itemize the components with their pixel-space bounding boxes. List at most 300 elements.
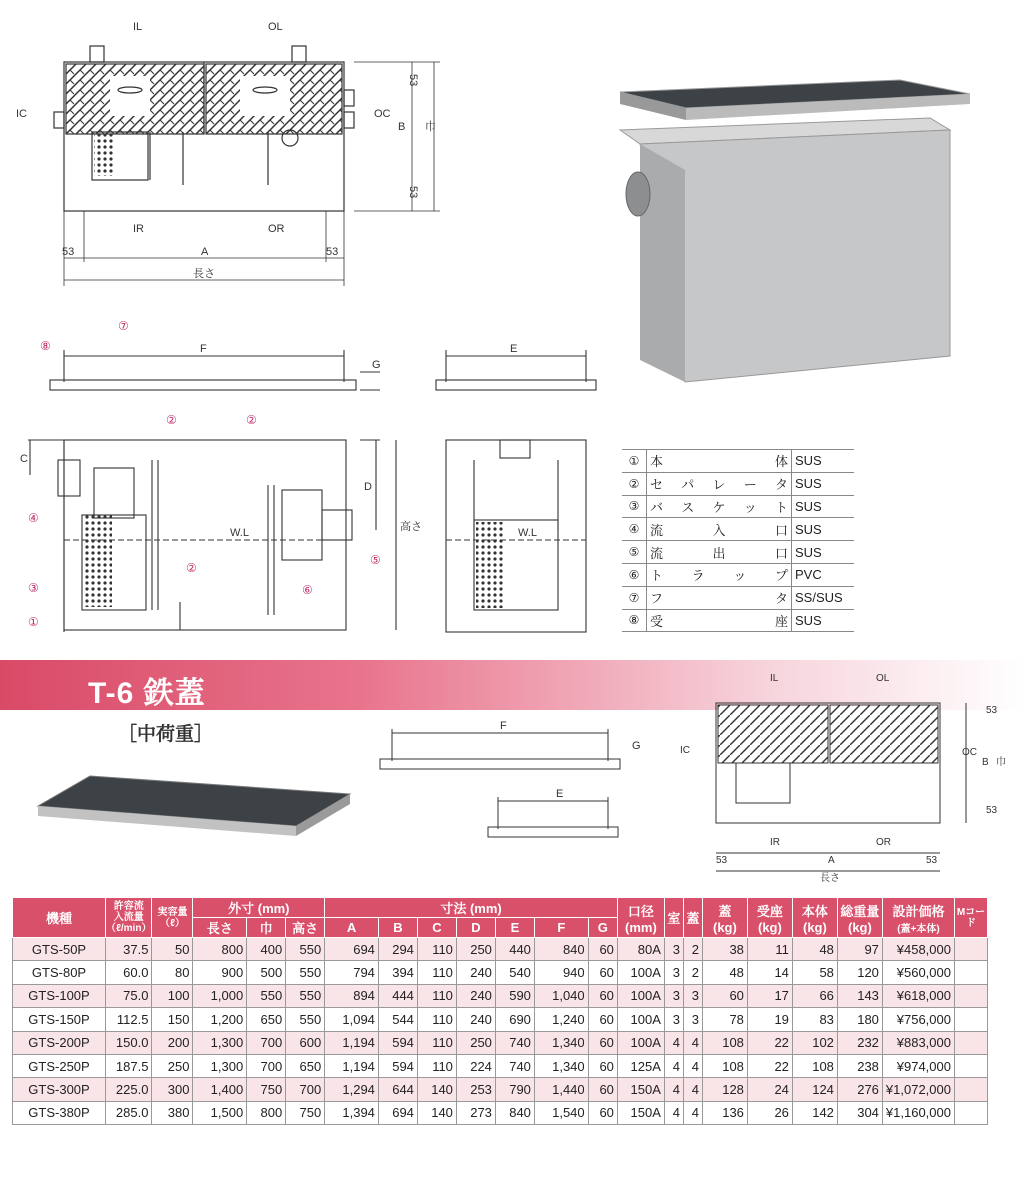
table-cell: 60 (588, 938, 617, 961)
table-cell: 550 (286, 961, 325, 984)
header-price: 設計価格 (蓋+本体) (882, 898, 954, 938)
table-cell: 60 (588, 1101, 617, 1124)
table-cell: 894 (325, 984, 379, 1007)
part-material: SUS (792, 495, 855, 518)
table-cell: 240 (456, 984, 495, 1007)
table-cell: 3 (664, 984, 683, 1007)
part-name-char: ラ (691, 569, 705, 585)
table-cell: 110 (417, 961, 456, 984)
table-cell: 540 (495, 961, 534, 984)
table-cell: 66 (792, 984, 837, 1007)
small-dim-53-bottom: 53 (986, 805, 998, 816)
header-lid-kg: 蓋 (kg) (702, 898, 747, 938)
table-cell: 110 (417, 1008, 456, 1031)
part-number: ① (622, 450, 647, 473)
table-cell: ¥618,000 (882, 984, 954, 1007)
table-cell: 124 (792, 1078, 837, 1101)
table-cell: 26 (747, 1101, 792, 1124)
small-label-ol: OL (876, 673, 890, 684)
table-cell: 1,300 (193, 1054, 247, 1077)
header-lid: 蓋 (683, 898, 702, 938)
part-name-char: 座 (774, 614, 788, 630)
part-name (647, 472, 792, 495)
header-hei: 高さ (286, 918, 325, 938)
table-cell: 650 (247, 1008, 286, 1031)
dim-53-bottom: 53 (407, 186, 419, 199)
table-cell: 108 (792, 1054, 837, 1077)
table-cell: 550 (286, 938, 325, 961)
table-cell: 690 (495, 1008, 534, 1031)
table-cell: 3 (664, 938, 683, 961)
table-cell: 250 (456, 1031, 495, 1054)
table-row (13, 1031, 988, 1054)
table-cell: 444 (378, 984, 417, 1007)
callout-4: ④ (28, 511, 39, 525)
table-cell: 1,294 (325, 1078, 379, 1101)
table-cell: 1,194 (325, 1054, 379, 1077)
section-label-height: 高さ (400, 521, 422, 533)
table-cell: 550 (286, 984, 325, 1007)
table-cell: 380 (152, 1101, 193, 1124)
table-cell: 276 (837, 1078, 882, 1101)
part-material: SUS (792, 541, 855, 564)
parts-row (622, 472, 854, 495)
table-cell: 22 (747, 1054, 792, 1077)
top-plan-drawing (0, 0, 470, 300)
table-cell: 694 (378, 1101, 417, 1124)
part-name (647, 495, 792, 518)
part-name-char: ス (681, 500, 695, 516)
table-cell: 232 (837, 1031, 882, 1054)
table-cell: 1,500 (193, 1101, 247, 1124)
callout-7: ⑦ (118, 319, 129, 333)
table-cell: 2 (683, 961, 702, 984)
table-cell: 650 (286, 1054, 325, 1077)
small-dim-53-right: 53 (926, 855, 938, 866)
table-cell: 3 (664, 961, 683, 984)
table-cell: ¥1,160,000 (882, 1101, 954, 1124)
model-cell: GTS-300P (13, 1078, 106, 1101)
small-label-oc: OC (962, 747, 977, 758)
table-cell: 187.5 (106, 1054, 152, 1077)
header-body-kg: 本体 (kg) (792, 898, 837, 938)
table-cell: 60 (588, 1078, 617, 1101)
table-cell: 24 (747, 1078, 792, 1101)
part-name-char: ト (650, 569, 664, 585)
header-total-kg: 総重量 (kg) (837, 898, 882, 938)
callout-5: ⑤ (370, 553, 381, 567)
small-lid-drawings (370, 715, 660, 855)
header-bore: 口径 (mm) (617, 898, 664, 938)
table-cell (955, 1078, 988, 1101)
callout-8: ⑧ (40, 339, 51, 353)
table-cell: 1,394 (325, 1101, 379, 1124)
table-cell: 1,040 (534, 984, 588, 1007)
table-cell: 4 (683, 1101, 702, 1124)
small-label-or: OR (876, 837, 891, 848)
parts-row (622, 586, 854, 609)
part-number: ④ (622, 518, 647, 541)
table-cell: 400 (247, 938, 286, 961)
table-cell: 37.5 (106, 938, 152, 961)
table-cell: 60 (588, 1054, 617, 1077)
part-material: SUS (792, 609, 855, 632)
section-label-wl1: W.L (230, 527, 249, 539)
dim-53-right: 53 (326, 246, 339, 258)
table-cell (955, 1054, 988, 1077)
table-cell: 590 (495, 984, 534, 1007)
table-cell: 1,200 (193, 1008, 247, 1031)
model-cell: GTS-100P (13, 984, 106, 1007)
part-name-char: ト (774, 500, 788, 516)
section-label-e: E (510, 343, 518, 355)
table-cell: 250 (456, 938, 495, 961)
table-cell: 550 (286, 1008, 325, 1031)
part-material: SS/SUS (792, 586, 855, 609)
table-cell: 100A (617, 961, 664, 984)
part-name-char: タ (774, 478, 788, 494)
part-name-char: 本 (650, 455, 664, 471)
table-cell: 110 (417, 938, 456, 961)
header-mcode: Mコード (955, 898, 988, 938)
table-cell: ¥756,000 (882, 1008, 954, 1031)
dim-width: 巾 (425, 121, 436, 133)
table-cell: 100 (152, 984, 193, 1007)
table-cell: 1,240 (534, 1008, 588, 1031)
table-cell: 108 (702, 1054, 747, 1077)
table-cell: 240 (456, 1008, 495, 1031)
table-cell: 14 (747, 961, 792, 984)
table-cell: 750 (286, 1101, 325, 1124)
banner-title: T-6 鉄蓋 (88, 677, 206, 710)
part-number: ⑥ (622, 563, 647, 586)
section-label-d: D (364, 481, 372, 493)
part-name (647, 518, 792, 541)
table-cell: 1,400 (193, 1078, 247, 1101)
header-len: 長さ (193, 918, 247, 938)
table-cell: 300 (152, 1078, 193, 1101)
table-cell: 4 (664, 1031, 683, 1054)
label-il: IL (133, 21, 143, 33)
header-flow: 許容流 入流量 （ℓ/min） (106, 898, 152, 938)
small-dim-width: 巾 (996, 757, 1006, 768)
small-plan-drawing (670, 665, 1010, 885)
table-cell: 150A (617, 1101, 664, 1124)
small-label-ir: IR (770, 837, 780, 848)
label-ic: IC (16, 108, 27, 120)
small-label-g: G (632, 740, 641, 752)
header-model: 機種 (13, 898, 106, 938)
part-name-char: 口 (774, 546, 788, 562)
table-cell: 58 (792, 961, 837, 984)
table-cell: 700 (286, 1078, 325, 1101)
table-cell: 700 (247, 1031, 286, 1054)
part-number: ⑧ (622, 609, 647, 632)
dim-53-top: 53 (407, 74, 419, 87)
table-cell: 108 (702, 1031, 747, 1054)
part-number: ⑦ (622, 586, 647, 609)
dim-a: A (201, 246, 209, 258)
part-material: SUS (792, 450, 855, 473)
header-e: E (495, 918, 534, 938)
table-cell: 790 (495, 1078, 534, 1101)
table-cell: 600 (286, 1031, 325, 1054)
callout-2b: ② (246, 413, 257, 427)
table-cell: 800 (247, 1101, 286, 1124)
table-cell: 4 (683, 1078, 702, 1101)
model-cell: GTS-150P (13, 1008, 106, 1031)
callout-1: ① (28, 615, 39, 629)
part-name-char: 出 (712, 546, 726, 562)
table-cell: 80 (152, 961, 193, 984)
table-cell: 60 (588, 1031, 617, 1054)
table-cell: 1,300 (193, 1031, 247, 1054)
table-cell: 11 (747, 938, 792, 961)
table-cell: 240 (456, 961, 495, 984)
table-cell: 1,340 (534, 1031, 588, 1054)
table-cell: 19 (747, 1008, 792, 1031)
section-label-f: F (200, 343, 207, 355)
model-cell: GTS-200P (13, 1031, 106, 1054)
table-cell: 112.5 (106, 1008, 152, 1031)
table-cell: 4 (683, 1031, 702, 1054)
table-cell: 594 (378, 1054, 417, 1077)
part-name-char: 入 (712, 523, 726, 539)
table-cell (955, 938, 988, 961)
table-cell: 150 (152, 1008, 193, 1031)
table-cell: 97 (837, 938, 882, 961)
part-name-char: ケ (712, 500, 726, 516)
parts-row (622, 495, 854, 518)
part-name-char: パ (681, 478, 695, 494)
table-cell: 110 (417, 984, 456, 1007)
table-cell: ¥458,000 (882, 938, 954, 961)
table-cell: 285.0 (106, 1101, 152, 1124)
table-cell: 78 (702, 1008, 747, 1031)
table-cell: 125A (617, 1054, 664, 1077)
table-cell: 80A (617, 938, 664, 961)
part-name-char: レ (712, 478, 726, 494)
part-number: ② (622, 472, 647, 495)
part-material: SUS (792, 472, 855, 495)
table-cell: 142 (792, 1101, 837, 1124)
table-cell: 644 (378, 1078, 417, 1101)
table-cell: 250 (152, 1054, 193, 1077)
part-name (647, 450, 792, 473)
table-cell: 238 (837, 1054, 882, 1077)
table-cell (955, 1101, 988, 1124)
small-dim-b: B (982, 757, 989, 768)
model-cell: GTS-380P (13, 1101, 106, 1124)
part-name-char: バ (650, 500, 664, 516)
part-name (647, 586, 792, 609)
header-room: 室 (664, 898, 683, 938)
table-cell: 1,094 (325, 1008, 379, 1031)
part-name-char: 受 (650, 614, 664, 630)
small-label-ic: IC (680, 745, 690, 756)
part-name-char: プ (774, 569, 788, 585)
small-dim-53-left: 53 (716, 855, 728, 866)
table-cell: 1,000 (193, 984, 247, 1007)
table-cell: 48 (702, 961, 747, 984)
part-name-char: 口 (774, 523, 788, 539)
table-cell: 140 (417, 1101, 456, 1124)
header-capacity: 実容量 （ℓ） (152, 898, 193, 938)
table-cell: 800 (193, 938, 247, 961)
table-cell: 4 (664, 1054, 683, 1077)
table-cell: 60 (588, 961, 617, 984)
table-cell: 224 (456, 1054, 495, 1077)
table-cell: 1,540 (534, 1101, 588, 1124)
table-cell: 143 (837, 984, 882, 1007)
dim-b: B (398, 121, 406, 133)
table-cell: 102 (792, 1031, 837, 1054)
part-name-char: フ (650, 592, 664, 608)
table-row (13, 1078, 988, 1101)
parts-row (622, 518, 854, 541)
table-cell: 120 (837, 961, 882, 984)
table-cell: 4 (664, 1101, 683, 1124)
section-drawings (0, 310, 610, 650)
parts-row (622, 609, 854, 632)
header-g: G (588, 918, 617, 938)
part-material: PVC (792, 563, 855, 586)
table-cell: 3 (664, 1008, 683, 1031)
parts-row (622, 450, 854, 473)
part-material: SUS (792, 518, 855, 541)
table-cell (955, 984, 988, 1007)
table-cell: 140 (417, 1078, 456, 1101)
table-cell: 48 (792, 938, 837, 961)
parts-row (622, 541, 854, 564)
part-name (647, 563, 792, 586)
section-label-c: C (20, 453, 28, 465)
table-cell: 110 (417, 1031, 456, 1054)
table-cell: 180 (837, 1008, 882, 1031)
table-cell: 253 (456, 1078, 495, 1101)
table-row (13, 984, 988, 1007)
table-row (13, 1101, 988, 1124)
table-cell: ¥974,000 (882, 1054, 954, 1077)
callout-3: ③ (28, 581, 39, 595)
table-cell: ¥560,000 (882, 961, 954, 984)
header-c: C (417, 918, 456, 938)
table-cell: 38 (702, 938, 747, 961)
part-name (647, 609, 792, 632)
table-cell: 100A (617, 984, 664, 1007)
table-cell: 750 (247, 1078, 286, 1101)
small-dim-a: A (828, 855, 835, 866)
table-cell: 740 (495, 1054, 534, 1077)
section-label-g: G (372, 359, 381, 371)
header-d: D (456, 918, 495, 938)
table-cell: 594 (378, 1031, 417, 1054)
table-cell (955, 961, 988, 984)
table-row (13, 1008, 988, 1031)
small-dim-length: 長さ (820, 873, 840, 884)
part-name-char: ッ (743, 500, 757, 516)
table-cell (955, 1008, 988, 1031)
table-cell: 75.0 (106, 984, 152, 1007)
header-seat-kg: 受座 (kg) (747, 898, 792, 938)
table-cell: 200 (152, 1031, 193, 1054)
table-cell: 225.0 (106, 1078, 152, 1101)
table-cell: 1,194 (325, 1031, 379, 1054)
table-cell: 110 (417, 1054, 456, 1077)
table-cell: 700 (247, 1054, 286, 1077)
table-cell: 1,440 (534, 1078, 588, 1101)
table-cell: 940 (534, 961, 588, 984)
table-cell: 4 (664, 1078, 683, 1101)
table-cell: 394 (378, 961, 417, 984)
product-photo (600, 70, 980, 390)
table-cell: 3 (683, 1008, 702, 1031)
table-cell: 900 (193, 961, 247, 984)
part-name-char: 流 (650, 523, 664, 539)
header-f: F (534, 918, 588, 938)
table-cell: 440 (495, 938, 534, 961)
callout-6: ⑥ (302, 583, 313, 597)
label-or: OR (268, 223, 285, 235)
table-cell: 2 (683, 938, 702, 961)
table-cell: 60 (588, 1008, 617, 1031)
table-cell: 100A (617, 1008, 664, 1031)
dim-length: 長さ (193, 268, 215, 280)
section-label-wl2: W.L (518, 527, 537, 539)
small-label-e: E (556, 788, 564, 800)
header-b: B (378, 918, 417, 938)
header-a: A (325, 918, 379, 938)
table-cell: 50 (152, 938, 193, 961)
table-cell: 100A (617, 1031, 664, 1054)
model-cell: GTS-250P (13, 1054, 106, 1077)
table-cell: 840 (534, 938, 588, 961)
table-cell: 17 (747, 984, 792, 1007)
callout-2c: ② (186, 561, 197, 575)
table-cell: 294 (378, 938, 417, 961)
part-number: ③ (622, 495, 647, 518)
model-cell: GTS-50P (13, 938, 106, 961)
table-cell: 304 (837, 1101, 882, 1124)
banner-subtitle: ［中荷重］ (118, 723, 214, 745)
table-cell: 740 (495, 1031, 534, 1054)
table-cell: 60.0 (106, 961, 152, 984)
table-cell: 150.0 (106, 1031, 152, 1054)
table-row (13, 938, 988, 961)
part-name-char: 体 (774, 455, 788, 471)
table-cell: 83 (792, 1008, 837, 1031)
model-cell: GTS-80P (13, 961, 106, 984)
parts-table (622, 449, 854, 632)
table-cell: 544 (378, 1008, 417, 1031)
table-cell: 128 (702, 1078, 747, 1101)
label-oc: OC (374, 108, 391, 120)
table-cell: 60 (588, 984, 617, 1007)
part-name-char: 流 (650, 546, 664, 562)
part-name (647, 541, 792, 564)
table-cell (955, 1031, 988, 1054)
lid-photo (30, 770, 360, 840)
table-cell: 22 (747, 1031, 792, 1054)
spec-table (12, 897, 988, 1125)
part-name-char: ー (743, 478, 757, 494)
table-cell: ¥883,000 (882, 1031, 954, 1054)
part-name-char: セ (650, 478, 664, 494)
table-cell: ¥1,072,000 (882, 1078, 954, 1101)
small-dim-53-top: 53 (986, 705, 998, 716)
table-cell: 1,340 (534, 1054, 588, 1077)
table-row (13, 961, 988, 984)
